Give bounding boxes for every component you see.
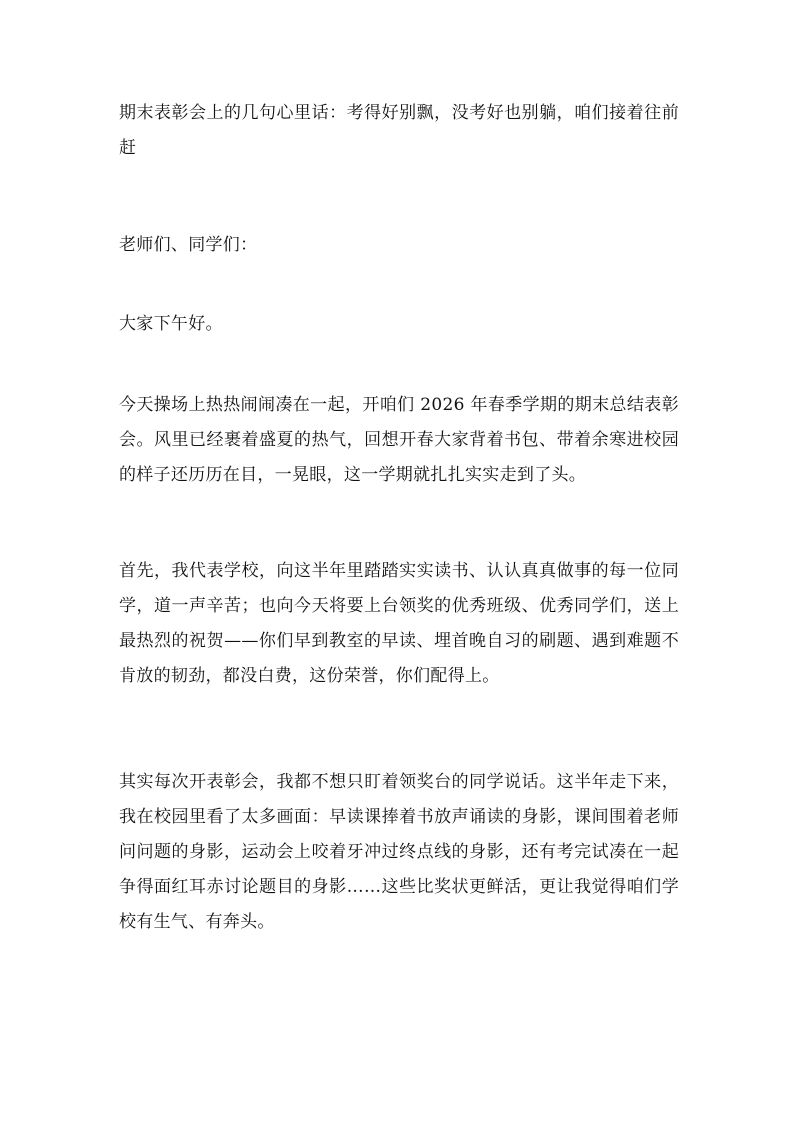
paragraph-intro: 今天操场上热热闹闹凑在一起，开咱们 2026 年春季学期的期末总结表彰会。风里已经裹着盛夏的热气，回想开春大家背着书包、带着余寒进校园的样子还历历在目，一晃眼，这一学期就扎扎实实走到了头。: [119, 395, 679, 485]
salutation: 老师们、同学们：: [119, 235, 258, 255]
paragraph-thanks: 首先，我代表学校，向这半年里踏踏实实读书、认认真真做事的每一位同学，道一声辛苦；也向今天将要上台领奖的优秀班级、优秀同学们，送上最热烈的祝贺——你们早到教室的早读、埋首晚自习的刷题、遇到难题不肯放的韧劲，都没白费，这份荣誉，你们配得上。: [119, 561, 679, 686]
greeting: 大家下午好。: [119, 314, 223, 334]
document-title: 期末表彰会上的几句心里话：考得好别飘，没考好也别躺，咱们接着往前赶: [119, 103, 679, 158]
paragraph-reflection: 其实每次开表彰会，我都不想只盯着领奖台的同学说话。这半年走下来，我在校园里看了太多画面：早读课捧着书放声诵读的身影，课间围着老师问问题的身影，运动会上咬着牙冲过终点线的身影，还有考完试凑在一起争得面红耳赤讨论题目的身影……这些比奖状更鲜活，更让我觉得咱们学校有生气、有奔头。: [119, 772, 679, 932]
